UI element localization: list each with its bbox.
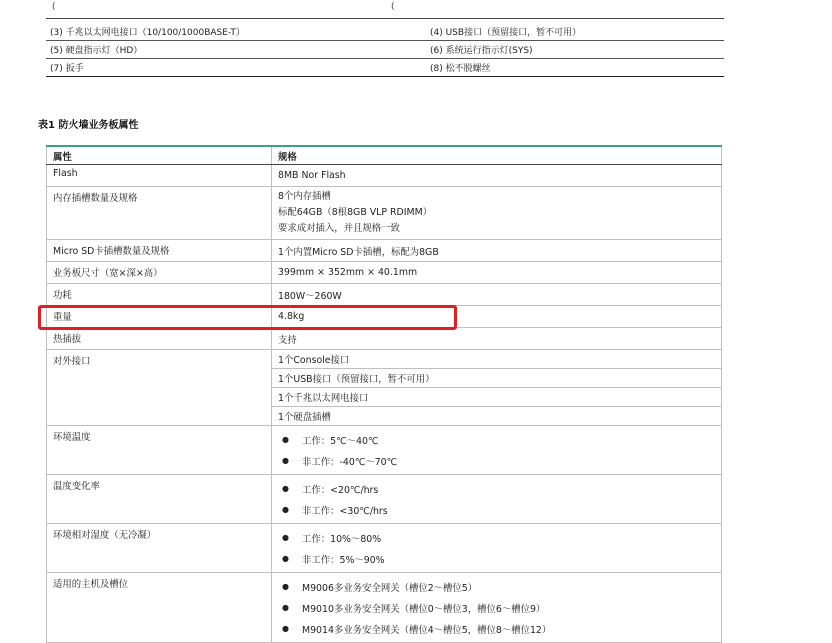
bullet-dot-icon: ●	[282, 533, 289, 542]
legend-cell: (3) 千兆以太网电接口（10/100/1000BASE-T）	[46, 23, 426, 41]
table-row	[47, 306, 722, 328]
bullet-dot-icon: ●	[282, 554, 289, 563]
bullet-text: M9010多业务安全网关（槽位0～槽位3，槽位6～槽位9）	[302, 603, 546, 615]
table-row	[47, 187, 722, 240]
legend-cell: (6) 系统运行指示灯(SYS)	[426, 41, 724, 59]
spec-table	[46, 145, 722, 643]
table-row	[47, 240, 722, 262]
attr-cell: 功耗	[47, 284, 272, 306]
bullet-item	[278, 597, 715, 618]
bullet-text: 非工作：-40℃～70℃	[302, 456, 398, 468]
spec-cell: 1个千兆以太网电接口	[272, 388, 722, 407]
legend-row	[46, 23, 724, 41]
table-caption: 表1 防火墙业务板属性	[38, 120, 139, 131]
bullet-text: M9006多业务安全网关（槽位2～槽位5）	[302, 582, 478, 594]
bullet-dot-icon: ●	[282, 603, 289, 612]
bullet-dot-icon: ●	[282, 456, 289, 465]
bullet-item	[278, 499, 715, 520]
bullet-dot-icon: ●	[282, 484, 289, 493]
table-row	[47, 328, 722, 350]
bullet-text: 工作：<20℃/hrs	[302, 484, 379, 496]
legend-cell: (4) USB接口（预留接口，暂不可用）	[426, 23, 724, 41]
spec-cell	[272, 187, 722, 240]
attr-cell: 环境相对湿度（无冷凝）	[47, 524, 272, 573]
attr-cell: 重量	[47, 306, 272, 328]
spec-cell: 1个USB接口（预留接口，暂不可用）	[272, 369, 722, 388]
header-attr: 属性	[47, 146, 272, 165]
bullet-text: 工作：10%～80%	[302, 533, 382, 545]
bullet-dot-icon: ●	[282, 624, 289, 633]
table-header-row	[47, 146, 722, 165]
bullet-text: 工作：5℃～40℃	[302, 435, 379, 447]
spec-cell	[272, 475, 722, 524]
bullet-text: 非工作：5%～90%	[302, 554, 385, 566]
spec-cell: 180W～260W	[272, 284, 722, 306]
legend-cell: (5) 硬盘指示灯（HD）	[46, 41, 426, 59]
bullet-item	[278, 429, 715, 450]
table-row	[47, 573, 722, 643]
bullet-dot-icon: ●	[282, 505, 289, 514]
spec-cell	[272, 573, 722, 643]
spec-cell	[272, 426, 722, 475]
bullet-text: M9014多业务安全网关（槽位4～槽位5，槽位8～槽位12）	[302, 624, 552, 636]
header-spec: 规格	[272, 146, 722, 165]
spec-line: 标配64GB（8根8GB VLP RDIMM）	[278, 207, 433, 218]
bullet-item	[278, 618, 715, 639]
table-row	[47, 524, 722, 573]
bullet-item	[278, 450, 715, 471]
legend-row	[46, 59, 724, 77]
attr-cell: 适用的主机及槽位	[47, 573, 272, 643]
spec-cell: 1个Console接口	[272, 350, 722, 369]
spec-cell: 支持	[272, 328, 722, 350]
table-row	[47, 262, 722, 284]
legend-cell: (8) 松不脱螺丝	[426, 59, 724, 77]
attr-cell: 环境温度	[47, 426, 272, 475]
attr-cell: 对外接口	[47, 350, 272, 426]
attr-cell: 业务板尺寸（宽×深×高）	[47, 262, 272, 284]
spec-cell: 4.8kg	[272, 306, 722, 328]
table-row	[47, 350, 722, 369]
attr-cell: Micro SD卡插槽数量及规格	[47, 240, 272, 262]
spec-cell	[272, 524, 722, 573]
bullet-item	[278, 548, 715, 569]
spec-line: 要求成对插入，并且规格一致	[278, 223, 400, 234]
attr-cell: 内存插槽数量及规格	[47, 187, 272, 240]
spec-line: 8个内存插槽	[278, 191, 331, 202]
legend-cell: (7) 扳手	[46, 59, 426, 77]
bullet-dot-icon: ●	[282, 582, 289, 591]
spec-cell: 1个内置Micro SD卡插槽，标配为8GB	[272, 240, 722, 262]
table-row	[47, 475, 722, 524]
bullet-item	[278, 527, 715, 548]
spec-cell: 399mm × 352mm × 40.1mm	[272, 262, 722, 284]
attr-cell: Flash	[47, 165, 272, 187]
bullet-text: 非工作：<30℃/hrs	[302, 505, 388, 517]
legend-row	[46, 41, 724, 59]
clipped-text: (	[391, 2, 395, 12]
bullet-dot-icon: ●	[282, 435, 289, 444]
clipped-text: (	[52, 2, 56, 12]
table-row	[47, 284, 722, 306]
table-row	[47, 165, 722, 187]
bullet-item	[278, 478, 715, 499]
clipped-previous-row	[46, 0, 724, 19]
ports-legend-table	[46, 23, 724, 77]
attr-cell: 温度变化率	[47, 475, 272, 524]
table-row	[47, 426, 722, 475]
spec-cell: 8MB Nor Flash	[272, 165, 722, 187]
attr-cell: 热插拔	[47, 328, 272, 350]
spec-cell: 1个硬盘插槽	[272, 407, 722, 426]
bullet-item	[278, 576, 715, 597]
